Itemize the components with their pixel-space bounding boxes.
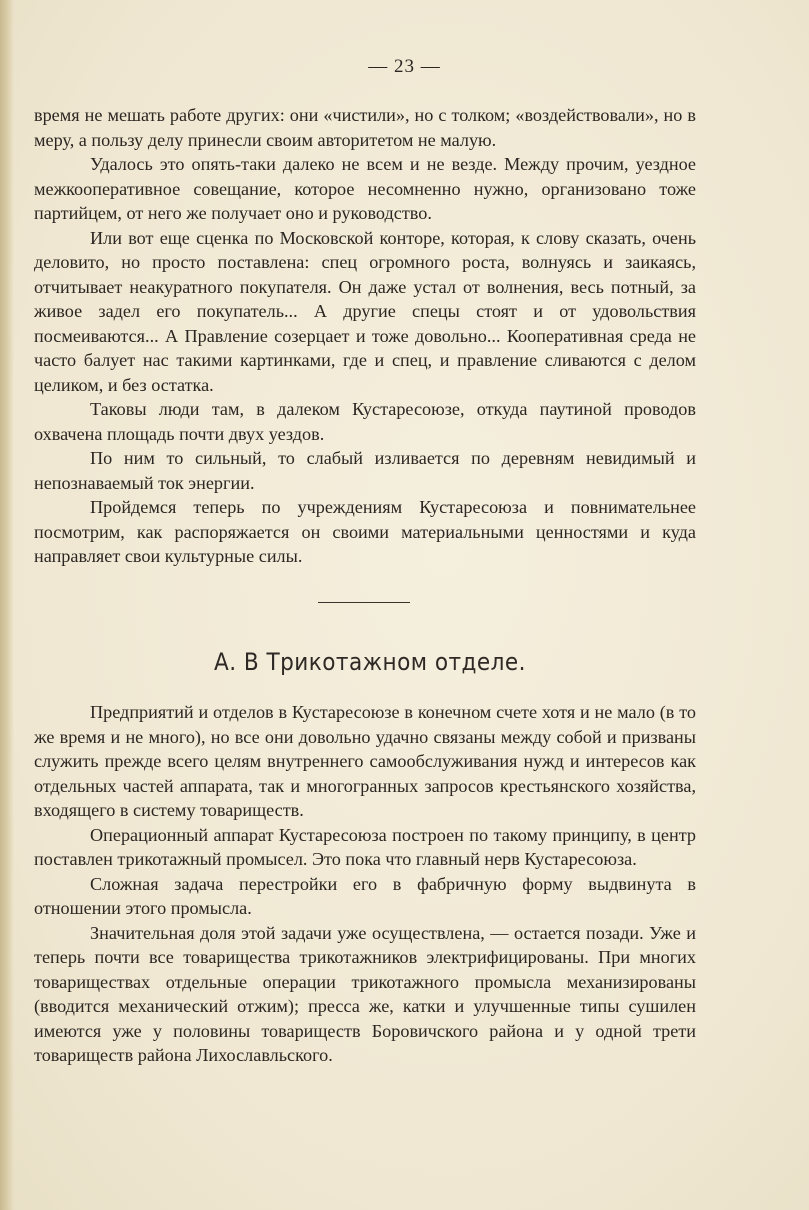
- paragraph: время не мешать работе других: они «чистили», но с толком; «воздействовали», но в меру, а пользу делу принесли своим авторитетом не малую.: [34, 105, 696, 150]
- paragraph: Пройдемся теперь по учреждениям Кустаресоюза и повнимательнее посмотрим, как распоряжается он своими материальными ценностями и куда направляет свои культурные силы.: [34, 497, 696, 566]
- page-number: — 23 —: [368, 56, 441, 77]
- section-divider: [318, 602, 410, 603]
- paragraph: Таковы люди там, в далеком Кустаресоюзе, откуда паутиной проводов охвачена площадь почти двух уездов.: [34, 399, 696, 444]
- section-heading: А. В Трикотажном отделе.: [214, 648, 526, 676]
- paragraph: Значительная доля этой задачи уже осуществлена, — остается позади. Уже и теперь почти все товарищества трикотажников электрифицированы. При многих товариществах отдельные операции трикотажного промысла механизированы (вводится механический отжим); пресса же, катки и улучшенные типы сушилен имеются уже у половины товариществ Боровичского района и у одной трети товариществ района Лихославльского.: [34, 922, 696, 1065]
- paragraph: Сложная задача перестройки его в фабричную форму выдвинута в отношении этого промысла.: [34, 873, 696, 918]
- paragraph: Или вот еще сценка по Московской конторе, которая, к слову сказать, очень деловито, но просто поставлена: спец огромного роста, волнуясь и заикаясь, отчитывает неакуратного покупателя. Он даже устал от волнения, весь потный, за живое задел его покупатель... А другие спецы стоят и от удовольствия посмеиваются... А Правление созерцает и тоже довольно... Кооперативная среда не часто балует нас такими картинками, где и спец, и правление сливаются с делом целиком, и без остатка.: [34, 227, 696, 395]
- paragraph: Предприятий и отделов в Кустаресоюзе в конечном счете хотя и не мало (в то же время и не много), но все они довольно удачно связаны между собой и призваны служить прежде всего целям внутреннего самообслуживания нужд и интересов как отдельных частей аппарата, так и многогранных запросов крестьянского хозяйства, входящего в систему товариществ.: [34, 702, 696, 820]
- page-spine-edge: [0, 0, 14, 1210]
- section-1-text: [34, 103, 696, 569]
- paragraph: Операционный аппарат Кустаресоюза построен по такому принципу, в центр поставлен трикотажный промысел. Это пока что главный нерв Кустаресоюза.: [34, 824, 696, 869]
- paragraph: Удалось это опять-таки далеко не всем и не везде. Между прочим, уездное межкооперативное совещание, которое несомненно нужно, организовано тоже партийцем, от него же получает оно и руководство.: [34, 154, 696, 223]
- paragraph: По ним то сильный, то слабый изливается по деревням невидимый и непознаваемый ток энергии.: [34, 448, 696, 493]
- section-2-text: [34, 700, 696, 1068]
